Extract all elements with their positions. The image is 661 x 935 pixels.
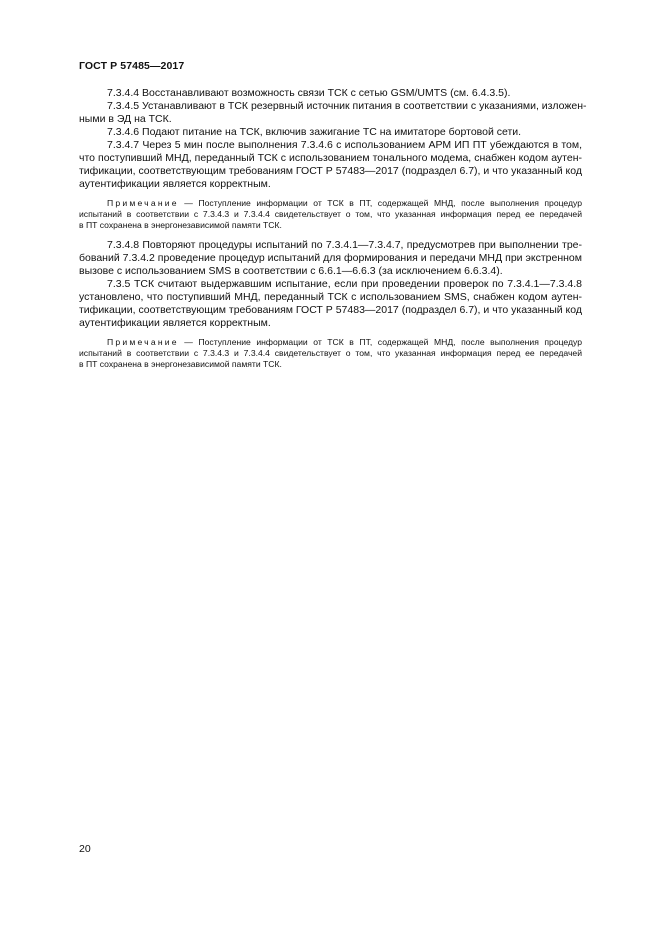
paragraph-line: вызове с использованием SMS в соответствии с 6.6.1—6.6.3 (за исключением 6.6.3.4).	[79, 265, 503, 277]
note-line	[79, 337, 582, 348]
note-label: Примечание	[107, 198, 179, 208]
paragraph-line: тификации, соответствующим требованиям ГОСТ Р 57483—2017 (подраздел 6.7), и что указанный код	[79, 165, 582, 177]
paragraph-7-3-4-8	[79, 239, 582, 278]
paragraph-line: аутентификации является корректным.	[79, 178, 271, 190]
paragraph-line: 7.3.4.6 Подают питание на ТСК, включив зажигание ТС на имитаторе бортовой сети.	[107, 126, 522, 138]
paragraph-line: бований 7.3.4.2 проведение процедур испытаний для формирования и передачи МНД при экстренном	[79, 252, 582, 264]
paragraph-line: установлено, что поступивший МНД, переданный ТСК с использованием SMS, снабжен кодом аутен-	[79, 291, 582, 303]
note-dash: —	[184, 337, 193, 347]
paragraph-7-3-4-6	[79, 126, 582, 139]
note-text: Поступление информации от ТСК в ПТ, содержащей МНД, после выполнения процедур	[198, 337, 583, 347]
paragraph-7-3-4-5	[79, 100, 587, 126]
note-dash: —	[184, 198, 193, 208]
note-line: в ПТ сохранена в энергонезависимой памяти ТСК.	[79, 359, 282, 369]
paragraph-line: что поступивший МНД, переданный ТСК с использованием тонального модема, снабжен кодом аутен-	[79, 152, 582, 164]
paragraph-7-3-4-4	[79, 87, 582, 100]
paragraph-line: 7.3.4.5 Устанавливают в ТСК резервный источник питания в соответствии с указаниями, изложен-	[107, 100, 587, 112]
paragraph-7-3-5	[79, 278, 582, 330]
page-number: 20	[79, 843, 91, 855]
paragraph-line: 7.3.4.8 Повторяют процедуры испытаний по 7.3.4.1—7.3.4.7, предусмотрев при выполнении тре-	[107, 239, 582, 251]
paragraph-line: тификации, соответствующим требованиям ГОСТ Р 57483—2017 (подраздел 6.7), и что указанный код	[79, 304, 582, 316]
standard-header: ГОСТ Р 57485—2017	[79, 60, 185, 72]
note-label: Примечание	[107, 337, 179, 347]
paragraph-7-3-4-7	[79, 139, 582, 191]
note-line: испытаний в соответствии с 7.3.4.3 и 7.3.4.4 свидетельствует о том, что указанная информация перед ее передачей	[79, 209, 582, 219]
note-line	[79, 198, 582, 209]
note-text: Поступление информации от ТСК в ПТ, содержащей МНД, после выполнения процедур	[198, 198, 583, 208]
paragraph-line: 7.3.4.7 Через 5 мин после выполнения 7.3.4.6 с использованием АРМ ИП ПТ убеждаются в том,	[107, 139, 582, 151]
paragraph-line: 7.3.4.4 Восстанавливают возможность связи ТСК с сетью GSM/UMTS (см. 6.4.3.5).	[107, 87, 511, 99]
paragraph-line: ными в ЭД на ТСК.	[79, 113, 172, 125]
note-line: в ПТ сохранена в энергонезависимой памяти ТСК.	[79, 220, 282, 230]
note-2	[79, 337, 582, 370]
paragraph-line: 7.3.5 ТСК считают выдержавшим испытание, если при проведении проверок по 7.3.4.1—7.3.4.8	[107, 278, 582, 290]
note-1	[79, 198, 582, 231]
document-body	[79, 87, 587, 370]
note-line: испытаний в соответствии с 7.3.4.3 и 7.3.4.4 свидетельствует о том, что указанная информация перед ее передачей	[79, 348, 582, 358]
paragraph-line: аутентификации является корректным.	[79, 317, 271, 329]
